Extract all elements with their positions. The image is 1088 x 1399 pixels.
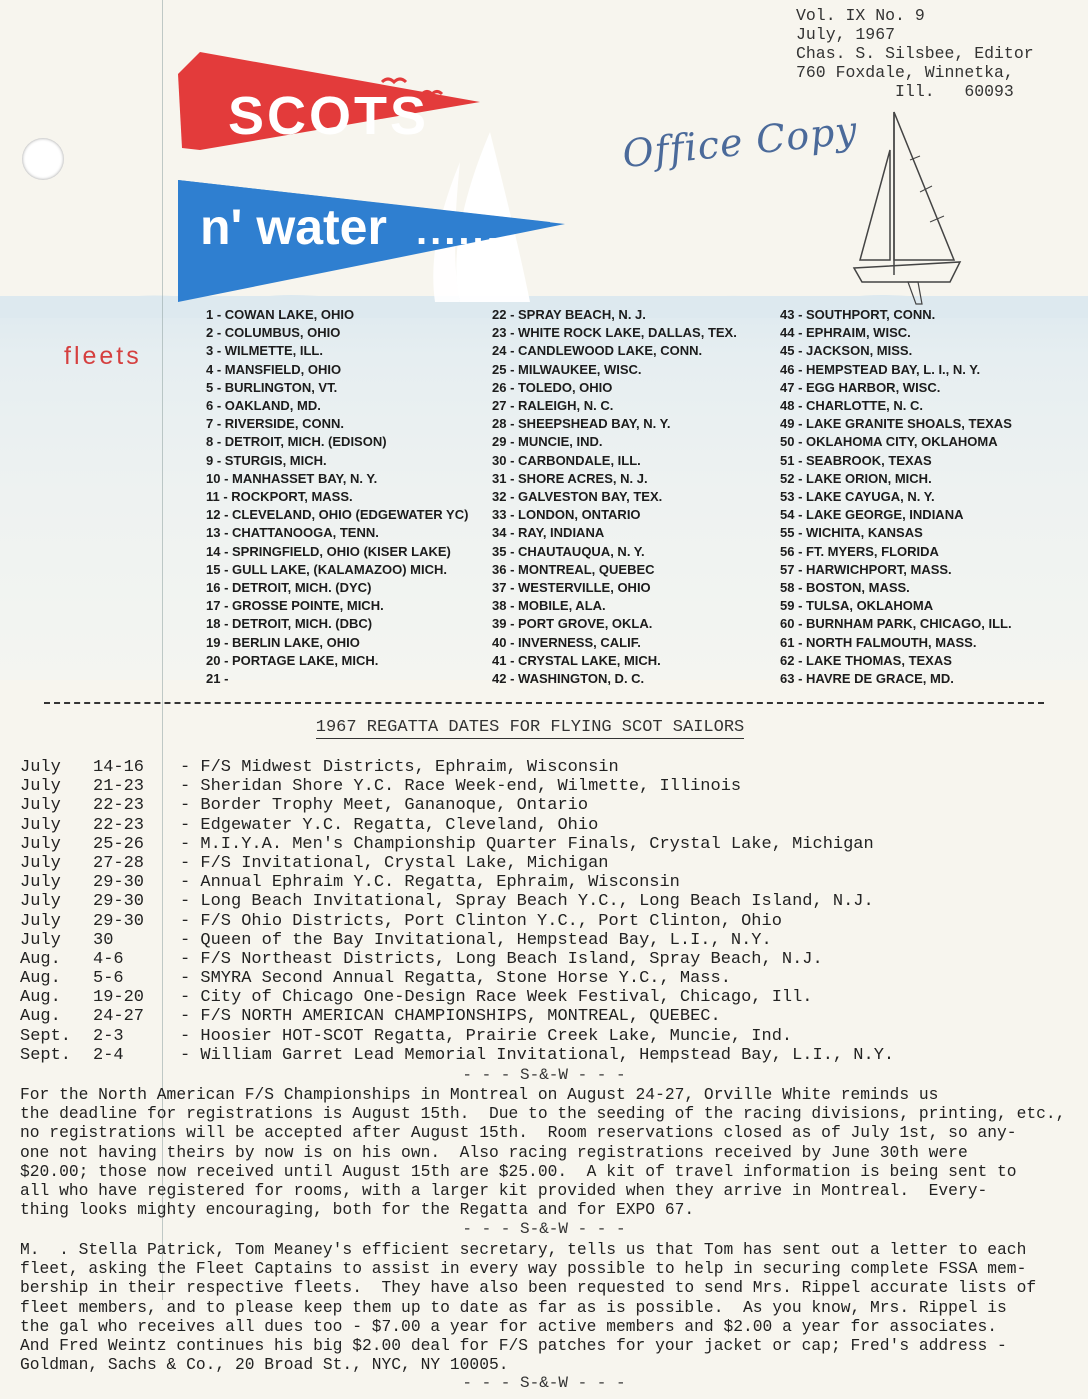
fleet-item: 33 - LONDON, ONTARIO <box>492 507 641 523</box>
separator: - - - S-&-W - - - <box>462 1066 626 1084</box>
fleet-item: 61 - NORTH FALMOUTH, MASS. <box>780 634 977 650</box>
regatta-event: - Annual Ephraim Y.C. Regatta, Ephraim, Wisconsin <box>180 873 680 893</box>
regatta-month: July <box>20 853 61 873</box>
fleet-item: 53 - LAKE CAYUGA, N. Y. <box>780 489 935 505</box>
fleet-item: 44 - EPHRAIM, WISC. <box>780 325 911 341</box>
fleet-item: 46 - HEMPSTEAD BAY, L. I., N. Y. <box>780 361 981 377</box>
fleet-item: 29 - MUNCIE, IND. <box>492 434 603 450</box>
fleet-item: 18 - DETROIT, MICH. (DBC) <box>206 616 373 632</box>
regatta-event: - City of Chicago One-Design Race Week Festival, Chicago, Ill. <box>180 988 813 1008</box>
regatta-event: - Border Trophy Meet, Gananoque, Ontario <box>180 796 589 816</box>
regatta-dates: 22-23 <box>93 796 145 816</box>
fleet-item: 23 - WHITE ROCK LAKE, DALLAS, TEX. <box>492 325 737 341</box>
regatta-month: Sept. <box>20 1045 72 1065</box>
regatta-dates: 29-30 <box>93 911 145 931</box>
editor-line: Chas. S. Silsbee, Editor <box>796 44 1034 63</box>
regatta-event: - F/S Northeast Districts, Long Beach Island, Spray Beach, N.J. <box>180 949 823 969</box>
regatta-event: - F/S Ohio Districts, Port Clinton Y.C., Port Clinton, Ohio <box>180 911 782 931</box>
regatta-month: July <box>20 796 61 816</box>
regatta-event: - F/S NORTH AMERICAN CHAMPIONSHIPS, MONTREAL, QUEBEC. <box>180 1007 721 1027</box>
fleet-item: 57 - HARWICHPORT, MASS. <box>780 561 952 577</box>
regatta-dates: 24-27 <box>93 1007 145 1027</box>
regatta-event: - SMYRA Second Annual Regatta, Stone Horse Y.C., Mass. <box>180 969 731 989</box>
address-line: 760 Foxdale, Winnetka, <box>796 63 1014 82</box>
fleet-item: 49 - LAKE GRANITE SHOALS, TEXAS <box>780 416 1012 432</box>
regatta-dates: 25-26 <box>93 834 145 854</box>
title-scots: SCOTS <box>228 86 430 146</box>
fleet-item: 13 - CHATTANOOGA, TENN. <box>206 525 379 541</box>
fleet-item: 10 - MANHASSET BAY, N. Y. <box>206 470 378 486</box>
regatta-month: Aug. <box>20 949 61 969</box>
regatta-month: Aug. <box>20 1007 61 1027</box>
fleet-item: 12 - CLEVELAND, OHIO (EDGEWATER YC) <box>206 507 469 523</box>
handwritten-note: Office Copy <box>620 107 860 177</box>
fleet-item: 21 - <box>206 671 229 687</box>
fleet-item: 45 - JACKSON, MISS. <box>780 343 913 359</box>
separator: - - - S-&-W - - - <box>462 1220 626 1238</box>
regatta-dates: 29-30 <box>93 873 145 893</box>
fleet-item: 5 - BURLINGTON, VT. <box>206 379 338 395</box>
fleet-item: 42 - WASHINGTON, D. C. <box>492 671 645 687</box>
fleet-column-3 <box>780 306 1012 688</box>
fleet-item: 32 - GALVESTON BAY, TEX. <box>492 489 663 505</box>
fleet-column-2 <box>492 306 737 688</box>
fleet-item: 25 - MILWAUKEE, WISC. <box>492 361 642 377</box>
punch-hole <box>22 138 64 180</box>
fleet-item: 51 - SEABROOK, TEXAS <box>780 452 932 468</box>
regatta-month: July <box>20 834 61 854</box>
fleet-item: 48 - CHARLOTTE, N. C. <box>780 398 924 414</box>
title-n-water: n' water <box>200 199 387 255</box>
regatta-month: July <box>20 911 61 931</box>
regatta-dates: 21-23 <box>93 777 145 797</box>
regatta-event: - Sheridan Shore Y.C. Race Week-end, Wilmette, Illinois <box>180 777 742 797</box>
regatta-event: - F/S Invitational, Crystal Lake, Michigan <box>180 853 609 873</box>
fleet-item: 27 - RALEIGH, N. C. <box>492 398 614 414</box>
fleet-item: 17 - GROSSE POINTE, MICH. <box>206 598 384 614</box>
fleet-item: 15 - GULL LAKE, (KALAMAZOO) MICH. <box>206 561 447 577</box>
section-divider <box>44 702 1044 704</box>
fleet-item: 1 - COWAN LAKE, OHIO <box>206 307 355 322</box>
regatta-dates: 5-6 <box>93 969 124 989</box>
fleet-item: 31 - SHORE ACRES, N. J. <box>492 470 648 486</box>
fleet-item: 55 - WICHITA, KANSAS <box>780 525 923 541</box>
fleet-item: 28 - SHEEPSHEAD BAY, N. Y. <box>492 416 671 432</box>
fleet-item: 36 - MONTREAL, QUEBEC <box>492 561 655 577</box>
masthead-logo <box>160 52 600 302</box>
regatta-event: - Hoosier HOT-SCOT Regatta, Prairie Creek Lake, Muncie, Ind. <box>180 1026 793 1046</box>
fleet-item: 22 - SPRAY BEACH, N. J. <box>492 307 646 322</box>
fleet-item: 6 - OAKLAND, MD. <box>206 398 321 414</box>
regatta-month: Aug. <box>20 988 61 1008</box>
paragraph-championships: For the North American F/S Championships in Montreal on August 24-27, Orville White reminds us the deadline for registrations is August 15th. Due to the seeding of the racing divisions, printing, etc., no registrations will be accepted after August 15th. Room reservations closed as of July 1st, so any- one not having theirs by now is on his own. Also racing registrations received by June 30th were $20.00; those now received until August 15th are $25.00. A kit of travel information is being sent to all who have registered for rooms, with a larger kit provided when they arrive in Montreal. Every- thing looks mighty encouraging, both for the Regatta and for EXPO 67. <box>20 1085 1066 1220</box>
sailboat-icon <box>850 110 970 310</box>
fleet-item: 7 - RIVERSIDE, CONN. <box>206 416 344 432</box>
fleet-item: 3 - WILMETTE, ILL. <box>206 343 323 359</box>
regatta-dates: 30 <box>93 930 114 950</box>
regatta-title <box>0 718 1060 737</box>
fleet-item: 62 - LAKE THOMAS, TEXAS <box>780 652 952 668</box>
fleet-item: 59 - TULSA, OKLAHOMA <box>780 598 934 614</box>
editor-info <box>796 6 1076 101</box>
regatta-event: - M.I.Y.A. Men's Championship Quarter Finals, Crystal Lake, Michigan <box>180 834 874 854</box>
regatta-month: July <box>20 758 61 777</box>
fleet-item: 37 - WESTERVILLE, OHIO <box>492 580 651 596</box>
regatta-dates: 22-23 <box>93 815 145 835</box>
regatta-dates: 19-20 <box>93 988 145 1008</box>
regatta-dates: 27-28 <box>93 853 145 873</box>
fleet-item: 58 - BOSTON, MASS. <box>780 580 910 596</box>
fleet-item: 39 - PORT GROVE, OKLA. <box>492 616 653 632</box>
fleet-item: 63 - HAVRE DE GRACE, MD. <box>780 671 954 687</box>
regatta-event: - William Garret Lead Memorial Invitational, Hempstead Bay, L.I., N.Y. <box>180 1045 895 1065</box>
paragraph-membership: M. . Stella Patrick, Tom Meaney's efficient secretary, tells us that Tom has sent out a letter to each fleet, asking the Fleet Captains to assist in every way possible to help in securing complete FSSA mem- bership in their respective fleets. They have also been requested to send Mrs. Rippel accurate lists of fleet members, and to please keep them up to date as far as is possible. As you know, Mrs. Rippel is the gal who receives all dues too - $7.00 a year for active members and $2.00 a year for associates. And Fred Weintz continues his big $2.00 deal for F/S patches for your jacket or cap; Fred's address - Goldman, Sachs & Co., 20 Broad St., NYC, NY 10005. <box>20 1240 1037 1375</box>
fleets-heading: fleets <box>64 342 142 370</box>
separator: - - - S-&-W - - - <box>462 1374 626 1392</box>
regatta-dates: 2-3 <box>93 1026 124 1046</box>
city-line: Ill. 60093 <box>796 82 1014 101</box>
regatta-dates: 14-16 <box>93 758 145 777</box>
fleet-item: 38 - MOBILE, ALA. <box>492 598 606 614</box>
regatta-dates: 29-30 <box>93 892 145 912</box>
regatta-event: - F/S Midwest Districts, Ephraim, Wisconsin <box>180 758 619 777</box>
volume-line: Vol. IX No. 9 <box>796 6 925 25</box>
regatta-month: July <box>20 777 61 797</box>
regatta-title-text: 1967 REGATTA DATES FOR FLYING SCOT SAILORS <box>315 718 745 737</box>
regatta-month: July <box>20 892 61 912</box>
regatta-event: - Edgewater Y.C. Regatta, Cleveland, Ohio <box>180 815 599 835</box>
fleet-item: 41 - CRYSTAL LAKE, MICH. <box>492 652 661 668</box>
fleet-item: 9 - STURGIS, MICH. <box>206 452 327 468</box>
fleet-item: 4 - MANSFIELD, OHIO <box>206 361 342 377</box>
fleet-item: 8 - DETROIT, MICH. (EDISON) <box>206 434 387 450</box>
fleet-item: 52 - LAKE ORION, MICH. <box>780 470 932 486</box>
fleet-item: 54 - LAKE GEORGE, INDIANA <box>780 507 964 523</box>
title-dots: ...... <box>416 209 501 253</box>
fleet-item: 16 - DETROIT, MICH. (DYC) <box>206 580 372 596</box>
fleet-item: 11 - ROCKPORT, MASS. <box>206 489 353 505</box>
fleet-item: 2 - COLUMBUS, OHIO <box>206 325 341 341</box>
gull-icon <box>382 79 406 82</box>
regatta-month: Sept. <box>20 1026 72 1046</box>
fleet-item: 50 - OKLAHOMA CITY, OKLAHOMA <box>780 434 998 450</box>
fleet-item: 47 - EGG HARBOR, WISC. <box>780 379 941 395</box>
regatta-month: July <box>20 873 61 893</box>
fleet-item: 19 - BERLIN LAKE, OHIO <box>206 634 360 650</box>
fleet-item: 40 - INVERNESS, CALIF. <box>492 634 641 650</box>
fleet-item: 26 - TOLEDO, OHIO <box>492 379 613 395</box>
regatta-dates: 2-4 <box>93 1045 124 1065</box>
fleet-item: 24 - CANDLEWOOD LAKE, CONN. <box>492 343 703 359</box>
regatta-event: - Long Beach Invitational, Spray Beach Y.C., Long Beach Island, N.J. <box>180 892 874 912</box>
regatta-month: Aug. <box>20 969 61 989</box>
regatta-month: July <box>20 815 61 835</box>
fleet-column-1 <box>206 306 468 688</box>
fleet-item: 34 - RAY, INDIANA <box>492 525 605 541</box>
regatta-month: July <box>20 930 61 950</box>
fleet-item: 20 - PORTAGE LAKE, MICH. <box>206 652 379 668</box>
regatta-dates: 4-6 <box>93 949 124 969</box>
regatta-event: - Queen of the Bay Invitational, Hempstead Bay, L.I., N.Y. <box>180 930 772 950</box>
fleet-item: 60 - BURNHAM PARK, CHICAGO, ILL. <box>780 616 1012 632</box>
fleet-item: 14 - SPRINGFIELD, OHIO (KISER LAKE) <box>206 543 451 559</box>
date-line: July, 1967 <box>796 25 896 44</box>
fleet-item: 43 - SOUTHPORT, CONN. <box>780 307 936 322</box>
fleet-item: 30 - CARBONDALE, ILL. <box>492 452 641 468</box>
fleet-item: 56 - FT. MYERS, FLORIDA <box>780 543 939 559</box>
fleet-item: 35 - CHAUTAUQUA, N. Y. <box>492 543 645 559</box>
